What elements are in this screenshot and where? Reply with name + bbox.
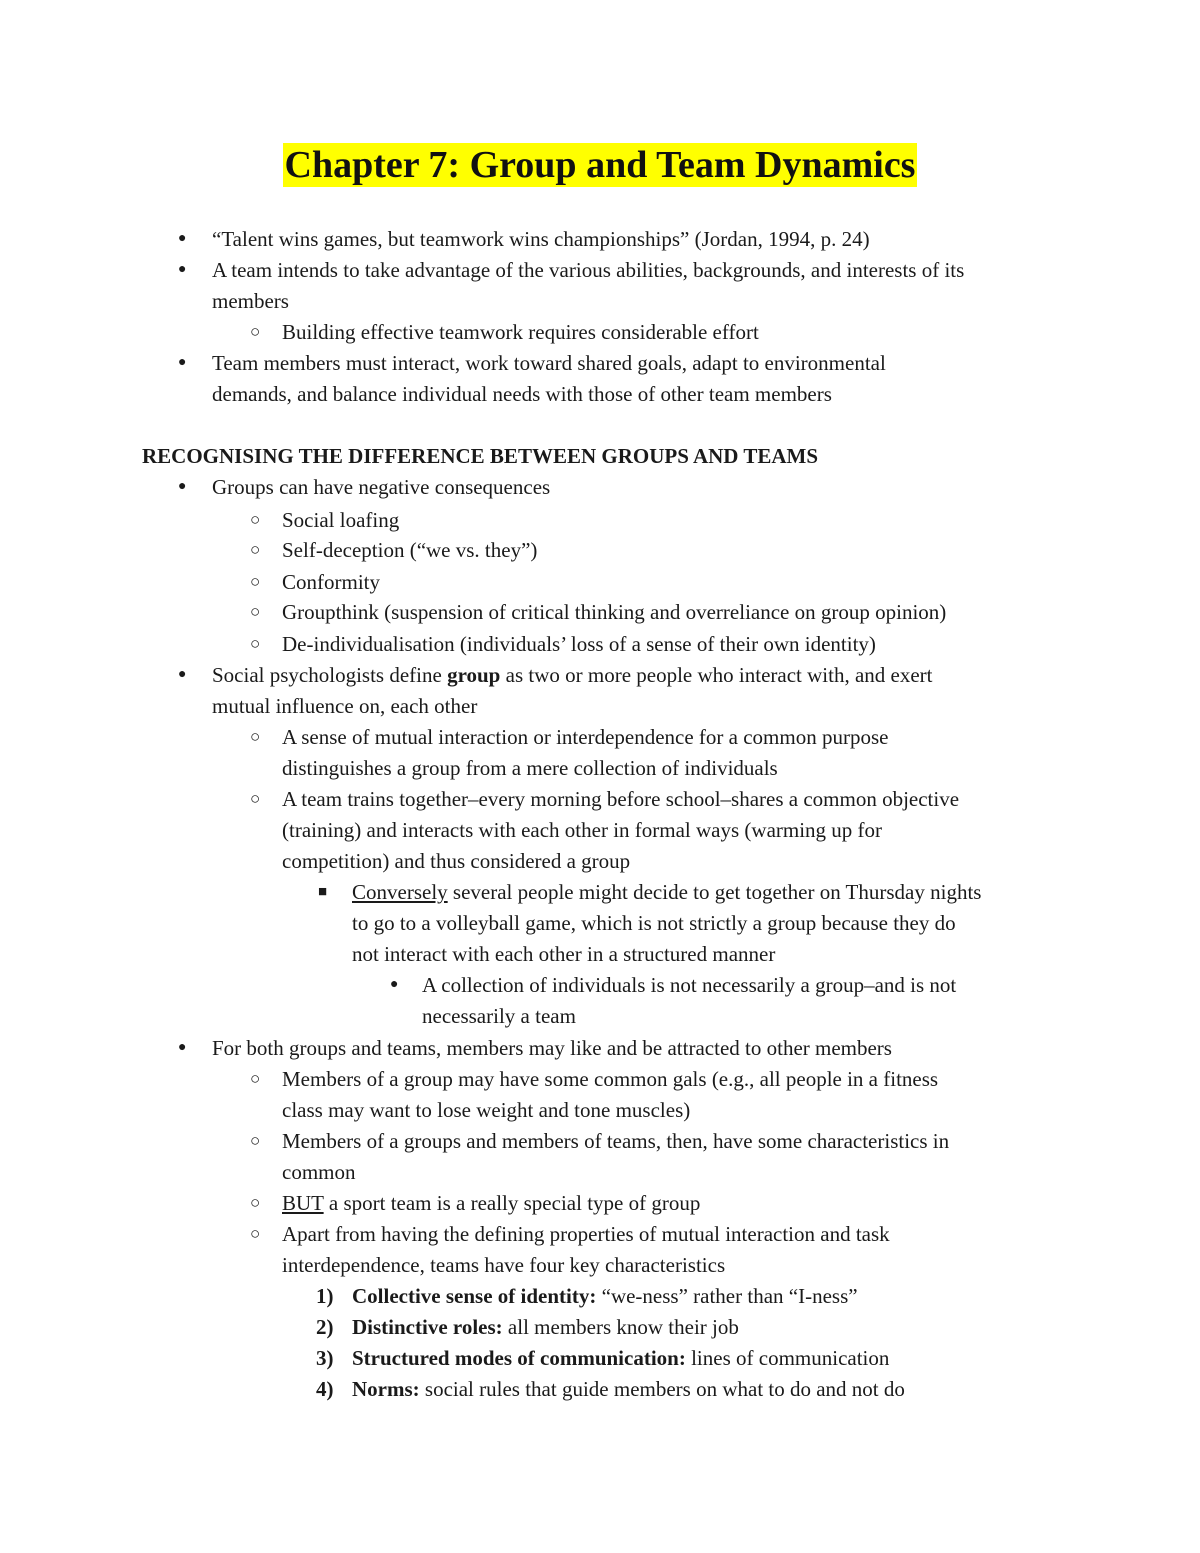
sub-bullet-marker: ○ <box>250 789 261 808</box>
intro-bullet-2-line-1: A team intends to take advantage of the various abilities, backgrounds, and interests of its <box>212 258 965 282</box>
numbered-marker: 3) <box>316 1346 334 1370</box>
conversely-underlined: Conversely <box>352 880 448 904</box>
deep-item-line-2: necessarily a team <box>422 1004 576 1028</box>
team-sub-4-line-1: Apart from having the defining properties of mutual interaction and task <box>282 1222 890 1246</box>
sub-bullet-marker: ○ <box>250 727 261 746</box>
groups-bullet-1: Groups can have negative consequences <box>212 475 551 499</box>
definition-suffix: as two or more people who interact with, and exert <box>500 663 933 687</box>
definition-term: group <box>447 663 501 687</box>
intro-bullet-3-line-1: Team members must interact, work toward shared goals, adapt to environmental <box>212 351 886 375</box>
numbered-marker: 1) <box>316 1284 334 1308</box>
groups-bullet-2-line-1 <box>212 662 933 688</box>
square-item-line-3: not interact with each other in a structured manner <box>352 942 776 966</box>
characteristic-term: Structured modes of communication: <box>352 1346 686 1370</box>
characteristic-desc: social rules that guide members on what to do and not do <box>419 1377 905 1401</box>
sub-bullet-marker: ○ <box>250 1131 261 1150</box>
team-sub-3-text: a sport team is a really special type of group <box>323 1191 701 1215</box>
numbered-marker: 4) <box>316 1377 334 1401</box>
square-item-text: several people might decide to get together on Thursday nights <box>447 880 982 904</box>
negative-consequence-item: Self-deception (“we vs. they”) <box>282 538 538 562</box>
definition-prefix: Social psychologists define <box>212 663 448 687</box>
sub-bullet-marker: ○ <box>250 1069 261 1088</box>
team-sub-1-line-1: Members of a group may have some common gals (e.g., all people in a fitness <box>282 1067 939 1091</box>
negative-consequence-item: Conformity <box>282 570 380 594</box>
deep-bullet-marker: ● <box>390 977 399 992</box>
team-sub-2-line-1: Members of a groups and members of teams, then, have some characteristics in <box>282 1129 950 1153</box>
numbered-item-1 <box>352 1283 858 1309</box>
group-sub-1-line-1: A sense of mutual interaction or interdependence for a common purpose <box>282 725 889 749</box>
numbered-item-3 <box>352 1345 889 1371</box>
negative-consequence-item: De-individualisation (individuals’ loss of a sense of their own identity) <box>282 632 876 656</box>
characteristic-desc: lines of communication <box>685 1346 890 1370</box>
group-sub-1-line-2: distinguishes a group from a mere collection of individuals <box>282 756 778 780</box>
group-sub-2-line-1: A team trains together–every morning before school–shares a common objective <box>282 787 960 811</box>
sub-bullet-marker: ○ <box>250 1193 261 1212</box>
team-sub-4-line-2: interdependence, teams have four key characteristics <box>282 1253 726 1277</box>
square-bullet-marker: ■ <box>318 884 328 900</box>
bullet-marker: ● <box>178 355 187 370</box>
title-container <box>0 143 1200 187</box>
but-underlined: BUT <box>282 1191 324 1215</box>
sub-bullet-marker: ○ <box>250 540 261 559</box>
numbered-item-2 <box>352 1314 739 1340</box>
intro-bullet-2-line-2: members <box>212 289 289 313</box>
square-item-line-2: to go to a volleyball game, which is not strictly a group because they do <box>352 911 956 935</box>
team-sub-2-line-2: common <box>282 1160 356 1184</box>
intro-sub-bullet-1: Building effective teamwork requires considerable effort <box>282 320 759 344</box>
characteristic-term: Distinctive roles: <box>352 1315 503 1339</box>
deep-item-line-1: A collection of individuals is not necessarily a group–and is not <box>422 973 957 997</box>
bullet-marker: ● <box>178 231 187 246</box>
sub-bullet-marker: ○ <box>250 510 261 529</box>
numbered-marker: 2) <box>316 1315 334 1339</box>
characteristic-term: Collective sense of identity: <box>352 1284 597 1308</box>
bullet-marker: ● <box>178 262 187 277</box>
negative-consequence-item: Groupthink (suspension of critical thinking and overreliance on group opinion) <box>282 600 947 624</box>
sub-bullet-marker: ○ <box>250 602 261 621</box>
sub-bullet-marker: ○ <box>250 1224 261 1243</box>
square-item-line-1 <box>352 879 981 905</box>
team-sub-3 <box>282 1190 700 1216</box>
bullet-marker: ● <box>178 479 187 494</box>
intro-bullet-1: “Talent wins games, but teamwork wins championships” (Jordan, 1994, p. 24) <box>212 227 870 251</box>
sub-bullet-marker: ○ <box>250 572 261 591</box>
team-sub-1-line-2: class may want to lose weight and tone muscles) <box>282 1098 691 1122</box>
sub-bullet-marker: ○ <box>250 322 261 341</box>
group-sub-2-line-2: (training) and interacts with each other in formal ways (warming up for <box>282 818 883 842</box>
characteristic-desc: “we-ness” rather than “I-ness” <box>596 1284 858 1308</box>
numbered-item-4 <box>352 1376 905 1402</box>
characteristic-desc: all members know their job <box>502 1315 739 1339</box>
intro-bullet-3-line-2: demands, and balance individual needs with those of other team members <box>212 382 832 406</box>
bullet-marker: ● <box>178 667 187 682</box>
negative-consequence-item: Social loafing <box>282 508 400 532</box>
groups-bullet-3: For both groups and teams, members may like and be attracted to other members <box>212 1036 892 1060</box>
groups-bullet-2-line-2: mutual influence on, each other <box>212 694 478 718</box>
bullet-marker: ● <box>178 1040 187 1055</box>
characteristic-term: Norms: <box>352 1377 420 1401</box>
page-title: Chapter 7: Group and Team Dynamics <box>284 144 916 186</box>
sub-bullet-marker: ○ <box>250 634 261 653</box>
section-heading: RECOGNISING THE DIFFERENCE BETWEEN GROUPS AND TEAMS <box>142 444 819 468</box>
group-sub-2-line-3: competition) and thus considered a group <box>282 849 631 873</box>
